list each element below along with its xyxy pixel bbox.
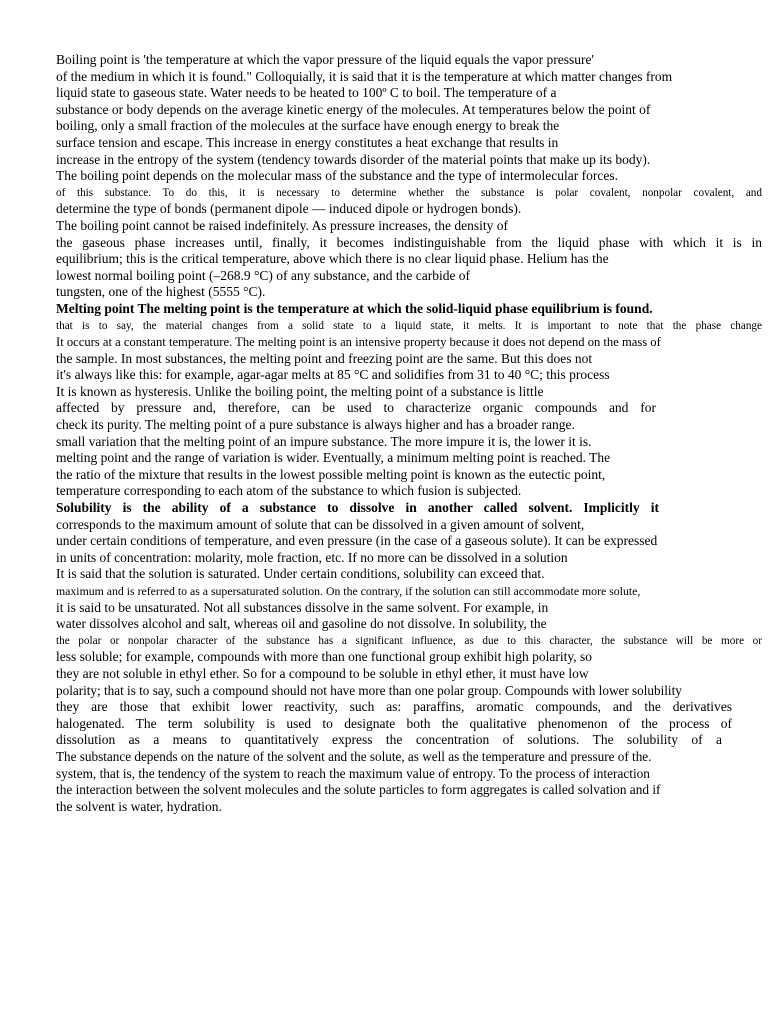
text-line: It occurs at a constant temperature. The melting point is an intensive property because it does not depend on the mass of — [56, 335, 661, 350]
text-line: the sample. In most substances, the melting point and freezing point are the same. But this does not — [56, 350, 593, 366]
text-line: boiling, only a small fraction of the molecules at the surface have enough energy to break the — [56, 118, 560, 134]
text-line: the solvent is water, hydration. — [56, 798, 222, 814]
document-body — [56, 52, 762, 815]
text-line: water dissolves alcohol and salt, whereas oil and gasoline do not dissolve. In solubility, the — [56, 616, 547, 632]
text-line: they are not soluble in ethyl ether. So for a compound to be soluble in ethyl ether, it must have low — [56, 665, 589, 681]
section-heading-solubility: Solubility is the ability of a substance to dissolve in another called solvent. Implicitly it — [56, 500, 659, 516]
text-line: they are those that exhibit lower reactivity, such as: paraffins, aromatic compounds, and the derivatives — [56, 699, 732, 715]
text-line: the ratio of the mixture that results in the lowest possible melting point is known as the eutectic point, — [56, 466, 606, 482]
text-line: surface tension and escape. This increase in energy constitutes a heat exchange that results in — [56, 134, 559, 150]
text-line: It is known as hysteresis. Unlike the boiling point, the melting point of a substance is little — [56, 383, 544, 399]
text-line: affected by pressure and, therefore, can be used to characterize organic compounds and for — [56, 400, 656, 416]
text-line: Boiling point is 'the temperature at which the vapor pressure of the liquid equals the vapor pressure' — [56, 52, 594, 67]
text-line: The substance depends on the nature of the solvent and the solute, as well as the temperature and pressure of the. — [56, 748, 652, 764]
text-line: substance or body depends on the average kinetic energy of the molecules. At temperatures below the point of — [56, 101, 651, 117]
text-line: increase in the entropy of the system (tendency towards disorder of the material points that make up its body). — [56, 151, 651, 167]
text-line: lowest normal boiling point (–268.9 °C) of any substance, and the carbide of — [56, 267, 471, 283]
text-line: The boiling point depends on the molecular mass of the substance and the type of intermolecular forces. — [56, 168, 618, 184]
text-line: under certain conditions of temperature, and even pressure (in the case of a gaseous solute). It can be expressed — [56, 533, 658, 549]
text-line: the polar or nonpolar character of the substance has a significant influence, as due to this character, the substance will be more or — [56, 634, 762, 647]
text-line: tungsten, one of the highest (5555 °C). — [56, 284, 266, 300]
text-line: It is said that the solution is saturated. Under certain conditions, solubility can exceed that. — [56, 566, 545, 582]
text-line: the gaseous phase increases until, finally, it becomes indistinguishable from the liquid phase with which it is in — [56, 234, 762, 250]
text-line: of the medium in which it is found." Colloquially, it is said that it is the temperature at which matter changes from — [56, 68, 673, 84]
text-line: the interaction between the solvent molecules and the solute particles to form aggregates is called solvation and if — [56, 782, 661, 798]
text-line: check its purity. The melting point of a pure substance is always higher and has a broader range. — [56, 417, 575, 433]
text-line: that is to say, the material changes from a solid state to a liquid state, it melts. It is important to note that the phase change — [56, 319, 762, 332]
text-line: dissolution as a means to quantitatively express the concentration of solutions. The solubility of a — [56, 732, 722, 748]
text-line: system, that is, the tendency of the system to reach the maximum value of entropy. To the process of interaction — [56, 765, 650, 781]
text-line: equilibrium; this is the critical temperature, above which there is no clear liquid phase. Helium has the — [56, 251, 609, 267]
text-line: determine the type of bonds (permanent dipole — induced dipole or hydrogen bonds). — [56, 201, 522, 217]
text-line: less soluble; for example, compounds with more than one functional group exhibit high polarity, so — [56, 649, 593, 665]
text-line: melting point and the range of variation is wider. Eventually, a minimum melting point is reached. The — [56, 450, 611, 466]
text-line: in units of concentration: molarity, mole fraction, etc. If no more can be dissolved in a solution — [56, 549, 568, 565]
text-line: maximum and is referred to as a supersaturated solution. On the contrary, if the solution can still accommodate more solute, — [56, 584, 641, 598]
text-line: it is said to be unsaturated. Not all substances dissolve in the same solvent. For example, in — [56, 599, 549, 615]
section-heading-melting-point: Melting point The melting point is the temperature at which the solid-liquid phase equilibrium is found. — [56, 300, 653, 316]
text-line: it's always like this: for example, agar-agar melts at 85 °C and solidifies from 31 to 40 °C; this process — [56, 367, 610, 383]
text-line: temperature corresponding to each atom of the substance to which fusion is subjected. — [56, 483, 522, 499]
text-line: halogenated. The term solubility is used to designate both the qualitative phenomenon of the process of — [56, 715, 732, 731]
text-line: corresponds to the maximum amount of solute that can be dissolved in a given amount of solvent, — [56, 516, 585, 532]
text-line: liquid state to gaseous state. Water needs to be heated to 100º C to boil. The temperature of a — [56, 85, 557, 101]
text-line: of this substance. To do this, it is necessary to determine whether the substance is polar covalent, nonpolar covalent, and — [56, 186, 762, 199]
text-line: small variation that the melting point of an impure substance. The more impure it is, the lower it is. — [56, 433, 592, 449]
text-line: polarity; that is to say, such a compound should not have more than one polar group. Compounds with lower solubility — [56, 682, 682, 698]
text-line: The boiling point cannot be raised indefinitely. As pressure increases, the density of — [56, 217, 509, 233]
